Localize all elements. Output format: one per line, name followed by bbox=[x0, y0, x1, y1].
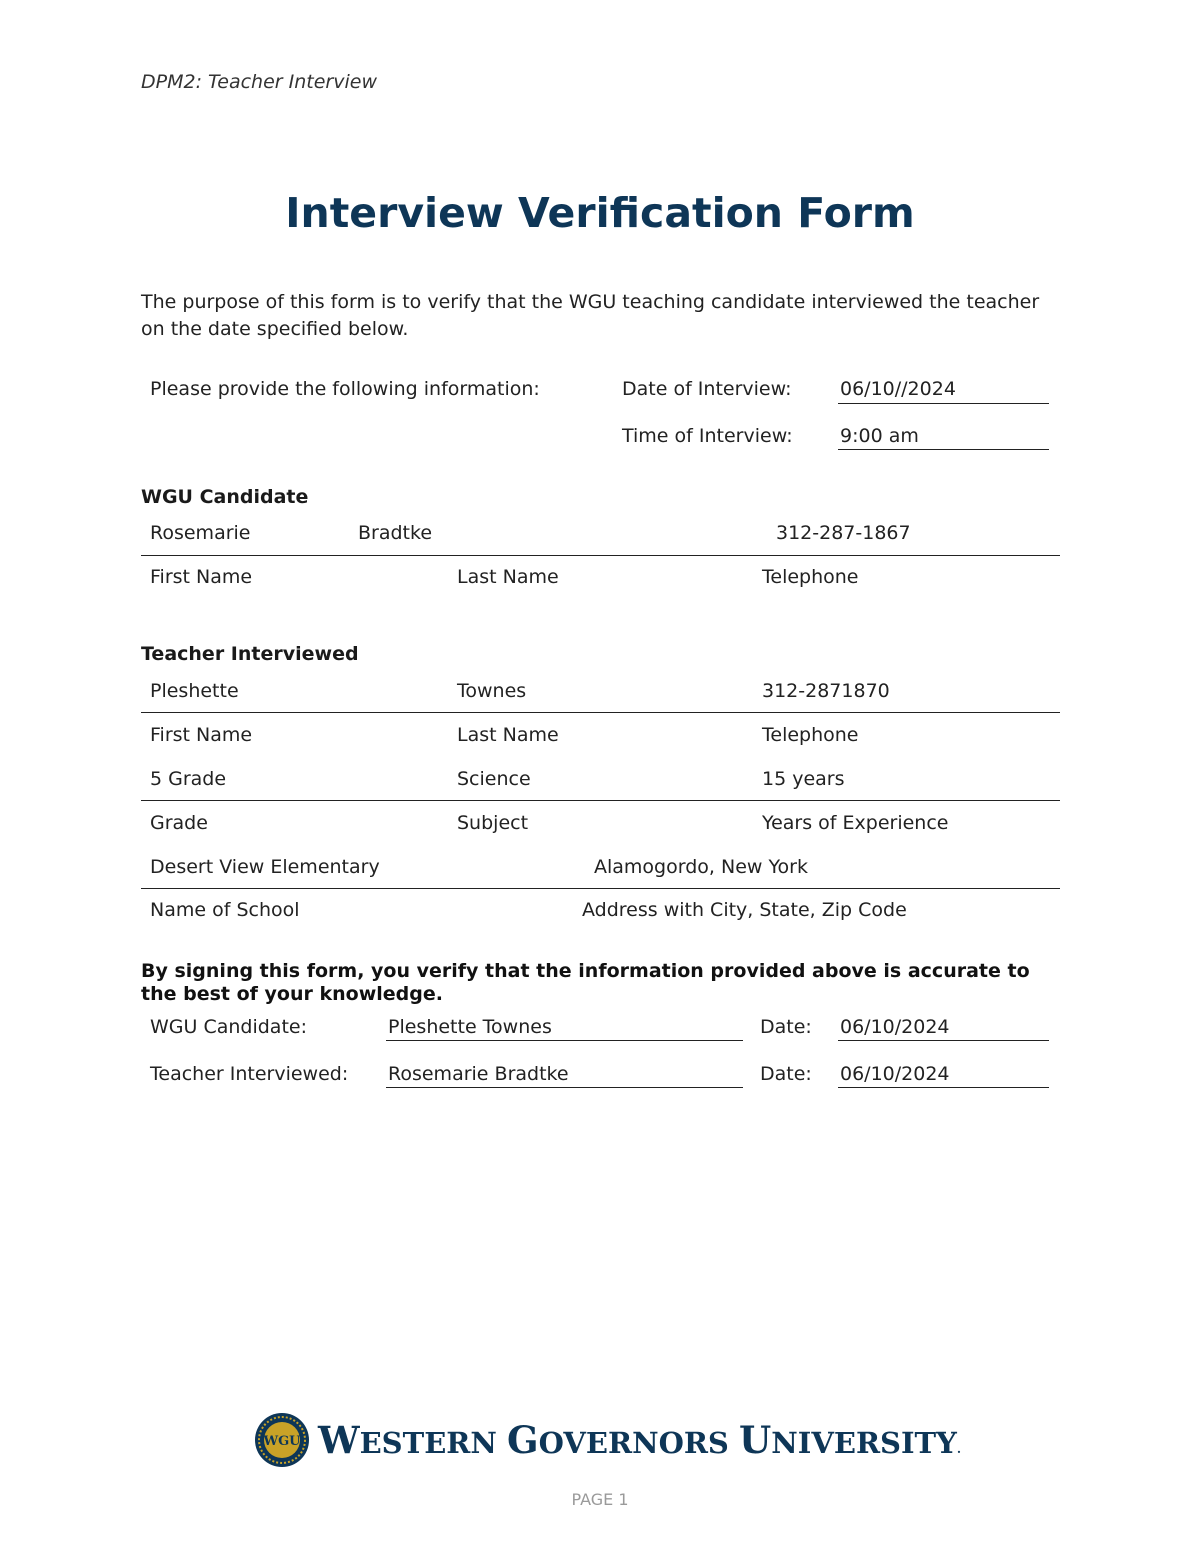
candidate-date-underline bbox=[838, 1040, 1049, 1041]
candidate-telephone-label: Telephone bbox=[762, 566, 859, 588]
date-of-interview-label: Date of Interview: bbox=[622, 378, 792, 400]
candidate-last-name-label: Last Name bbox=[457, 566, 559, 588]
form-intro: The purpose of this form is to verify that the WGU teaching candidate interviewed the teacher on the date specified below. bbox=[141, 291, 1040, 340]
info-prompt: Please provide the following information: bbox=[150, 378, 540, 400]
school-address[interactable]: Alamogordo, New York bbox=[594, 856, 808, 878]
time-of-interview-label: Time of Interview: bbox=[622, 425, 793, 447]
signature-note: By signing this form, you verify that the information provided above is accurate to the best of your knowledge. bbox=[141, 960, 1030, 1005]
candidate-telephone[interactable]: 312-287-1867 bbox=[776, 522, 911, 544]
date-of-interview-value[interactable]: 06/10//2024 bbox=[840, 378, 956, 400]
teacher-date-value[interactable]: 06/10/2024 bbox=[840, 1063, 950, 1085]
candidate-signature-value[interactable]: Pleshette Townes bbox=[388, 1016, 552, 1038]
teacher-grade[interactable]: 5 Grade bbox=[150, 768, 227, 790]
school-name-label: Name of School bbox=[150, 899, 300, 921]
teacher-first-name[interactable]: Pleshette bbox=[150, 680, 239, 702]
form-title: Interview Verification Form bbox=[285, 189, 915, 237]
teacher-subject-label: Subject bbox=[457, 812, 529, 834]
school-name[interactable]: Desert View Elementary bbox=[150, 856, 380, 878]
running-header: DPM2: Teacher Interview bbox=[141, 71, 377, 93]
candidate-signature-label: WGU Candidate: bbox=[150, 1016, 307, 1038]
teacher-date-underline bbox=[838, 1087, 1049, 1088]
teacher-grade-rule bbox=[141, 800, 1060, 801]
teacher-last-name-label: Last Name bbox=[457, 724, 559, 746]
teacher-date-label: Date: bbox=[760, 1063, 812, 1085]
teacher-signature-label: Teacher Interviewed: bbox=[150, 1063, 349, 1085]
teacher-name-rule bbox=[141, 712, 1060, 713]
wgu-seal-logo bbox=[254, 1412, 310, 1468]
candidate-first-name-label: First Name bbox=[150, 566, 253, 588]
date-of-interview-underline bbox=[838, 403, 1049, 404]
teacher-last-name[interactable]: Townes bbox=[457, 680, 527, 702]
school-address-label: Address with City, State, Zip Code bbox=[582, 899, 907, 921]
teacher-signature-underline bbox=[386, 1087, 743, 1088]
candidate-date-value[interactable]: 06/10/2024 bbox=[840, 1016, 950, 1038]
seal-monogram: WGU bbox=[263, 1434, 301, 1449]
page-number: PAGE 1 bbox=[571, 1490, 629, 1509]
teacher-experience-label: Years of Experience bbox=[762, 812, 949, 834]
teacher-heading: Teacher Interviewed bbox=[141, 643, 359, 665]
teacher-subject[interactable]: Science bbox=[457, 768, 531, 790]
wgu-wordmark: WESTERN GOVERNORS UNIVERSITY. bbox=[318, 1418, 962, 1462]
teacher-telephone[interactable]: 312-2871870 bbox=[762, 680, 890, 702]
teacher-first-name-label: First Name bbox=[150, 724, 253, 746]
candidate-signature-underline bbox=[386, 1040, 743, 1041]
teacher-telephone-label: Telephone bbox=[762, 724, 859, 746]
candidate-first-name[interactable]: Rosemarie bbox=[150, 522, 251, 544]
time-of-interview-value[interactable]: 9:00 am bbox=[840, 425, 919, 447]
candidate-heading: WGU Candidate bbox=[141, 486, 309, 508]
candidate-last-name[interactable]: Bradtke bbox=[358, 522, 433, 544]
teacher-signature-value[interactable]: Rosemarie Bradtke bbox=[388, 1063, 569, 1085]
candidate-date-label: Date: bbox=[760, 1016, 812, 1038]
teacher-experience[interactable]: 15 years bbox=[762, 768, 845, 790]
candidate-row-rule bbox=[141, 555, 1060, 556]
teacher-grade-label: Grade bbox=[150, 812, 208, 834]
time-of-interview-underline bbox=[838, 449, 1049, 450]
school-rule bbox=[141, 888, 1060, 889]
